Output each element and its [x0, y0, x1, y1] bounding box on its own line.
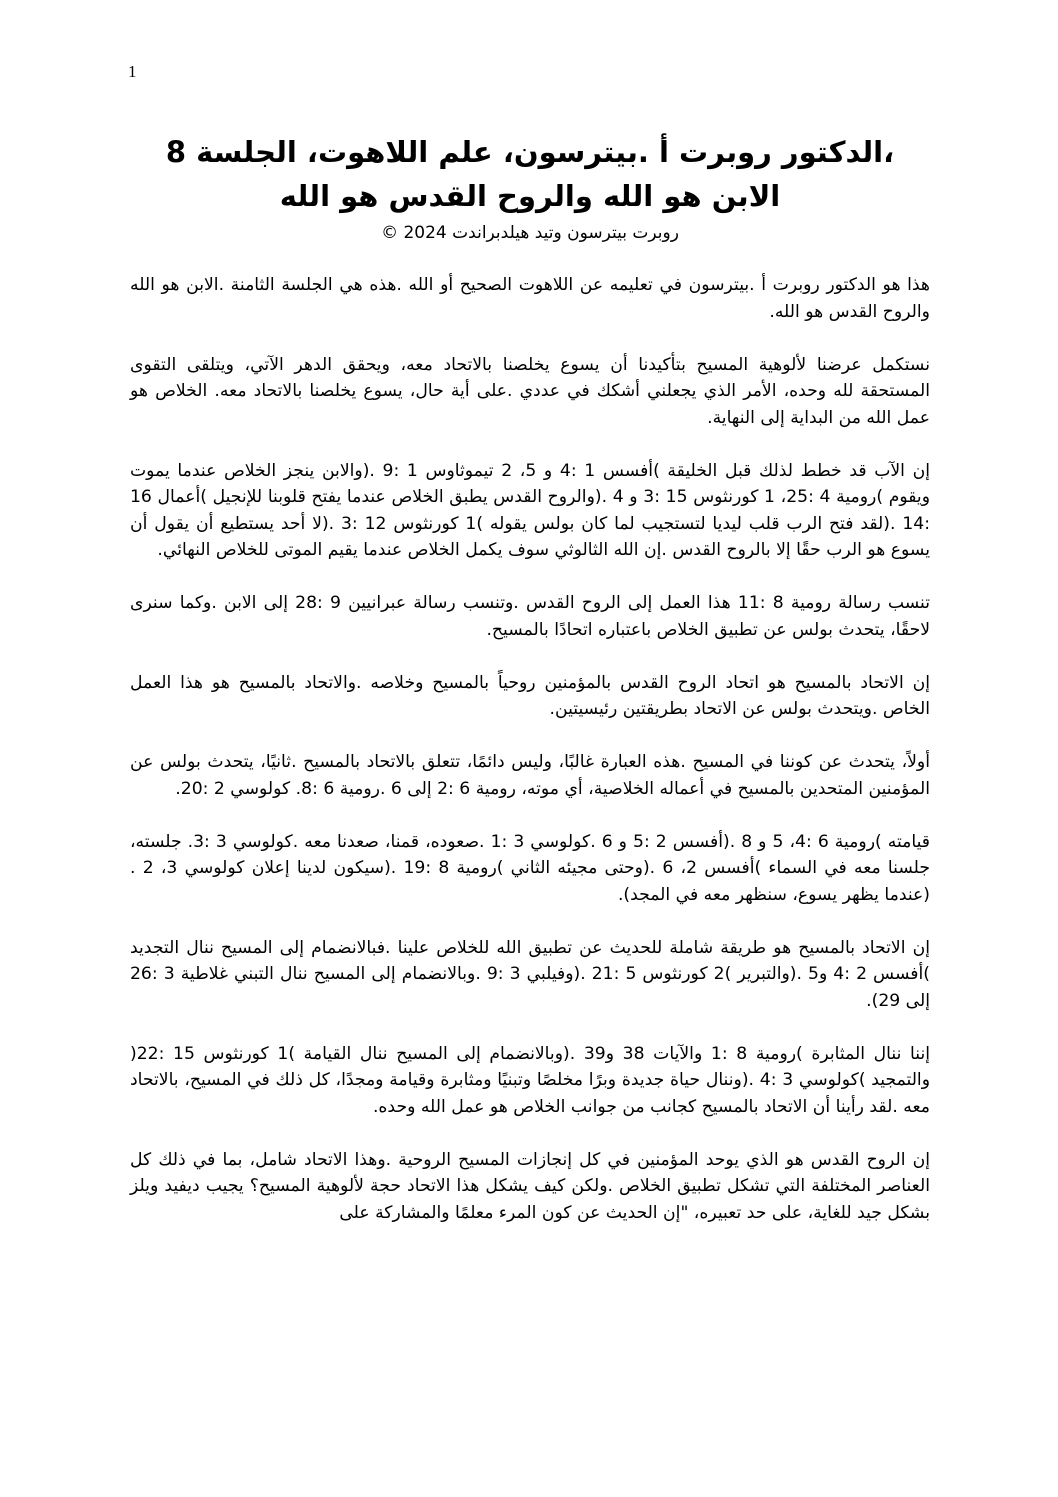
paragraph-5: إن الاتحاد بالمسيح هو اتحاد الروح القدس بالمؤمنين روحياً بالمسيح وخلاصه .والاتحاد بالمسيح هو هذا العمل الخاص .ويتحدث بولس عن الاتحاد بطريقتين رئيسيتين.	[130, 672, 930, 719]
document-header	[130, 130, 930, 246]
paragraph-1: هذا هو الدكتور روبرت أ .بيترسون في تعليمه عن اللاهوت الصحيح أو الله .هذه هي الجلسة الثامنة .الابن هو الله والروح القدس هو الله.	[130, 275, 930, 322]
paragraph-10: إن الروح القدس هو الذي يوحد المؤمنين في كل إنجازات المسيح الروحية .وهذا الاتحاد شامل، بما في ذلك كل العناصر المختلفة التي تشكل تطبيق الخلاص .ولكن كيف يشكل هذا الاتحاد حجة لألوهية المسيح؟ يجيب ديفيد ويلز بشكل جيد للغاية، على حد تعبيره، "إن الحديث عن كون المرء معلمًا والمشاركة على	[130, 1149, 930, 1223]
paragraph-9: إننا ننال المثابرة )رومية 8 :1 والآيات 38 و39 .(وبالانضمام إلى المسيح ننال القيامة )1 كورنثوس 15 :22( والتمجيد )كولوسي 3 :4 .(وننال حياة جديدة وبرًا مخلصًا وتبنيًا ومثابرة وقيامة ومجدًا، كل ذلك في المسيح، بالاتحاد معه .لقد رأينا أن الاتحاد بالمسيح كجانب من جوانب الخلاص هو عمل الله وحده.	[130, 1043, 931, 1117]
paragraph-2: نستكمل عرضنا لألوهية المسيح بتأكيدنا أن يسوع يخلصنا بالاتحاد معه، ويحقق الدهر الآتي، ويتلقى التقوى المستحقة لله وحده، الأمر الذي يجعلني أشكك في عددي .على أية حال، يسوع يخلصنا بالاتحاد معه. الخلاص هو عمل الله من البداية إلى النهاية.	[130, 354, 930, 428]
paragraph-4: تنسب رسالة رومية 8 :11 هذا العمل إلى الروح القدس .وتنسب رسالة عبرانيين 9 :28 إلى الابن .وكما سنرى لاحقًا، يتحدث بولس عن تطبيق الخلاص باعتباره اتحادًا بالمسيح.	[130, 593, 931, 640]
page-number: 1	[128, 62, 137, 81]
document-body	[130, 272, 930, 1253]
paragraph-3: إن الآب قد خطط لذلك قبل الخليقة )أفسس 1 :4 و 5، 2 تيموثاوس 1 :9 .(والابن ينجز الخلاص عندما يموت ويقوم )رومية 4 :25، 1 كورنثوس 15 :3 و 4 .(والروح القدس يطبق الخلاص عندما يفتح قلوبنا للإنجيل )أعمال 16 :14 .(لقد فتح الرب قلب ليديا لتستجيب لما كان بولس يقوله )1 كورنثوس 12 :3 .(لا أحد يستطيع أن يقول أن يسوع هو الرب حقًا إلا بالروح القدس .إن الله الثالوثي سوف يكمل الخلاص عندما يقيم الموتى للخلاص النهائي.	[130, 460, 930, 560]
paragraph-6: أولاً، يتحدث عن كوننا في المسيح .هذه العبارة غالبًا، وليس دائمًا، تتعلق بالاتحاد بالمسيح .ثانيًا، يتحدث بولس عن المؤمنين المتحدين بالمسيح في أعماله الخلاصية، أي موته، رومية 6 :2 إلى 6 .رومية 6 :8. كولوسي 2 :20.	[130, 752, 930, 799]
paragraph-8: إن الاتحاد بالمسيح هو طريقة شاملة للحديث عن تطبيق الله للخلاص علينا .فبالانضمام إلى المسيح ننال التجديد )أفسس 2 :4 و5 .(والتبرير )2 كورنثوس 5 :21 .(وفيلبي 3 :9 .وبالانضمام إلى المسيح ننال التبني غلاطية 3 :26 إلى 29).	[130, 937, 930, 1011]
copyright-line: روبرت بيترسون وتيد هيلدبراندت 2024 ©	[381, 223, 679, 243]
document-title-line-1: ،الدكتور روبرت أ .بيترسون، علم اللاهوت، الجلسة 8	[165, 135, 895, 169]
paragraph-7: قيامته )رومية 6 :4، 5 و 8 .(أفسس 2 :5 و 6 .كولوسي 3 :1 .صعوده، قمنا، صعدنا معه .كولوسي 3 :3. جلسته، جلسنا معه في السماء )أفسس 2، 6 .(وحتى مجيئه الثاني )رومية 8 :19 .(سيكون لدينا إعلان كولوسي 3، 2 .(عندما يظهر يسوع، سنظهر معه في المجد).	[130, 831, 930, 905]
document-title-line-2: الابن هو الله والروح القدس هو الله	[279, 179, 781, 213]
